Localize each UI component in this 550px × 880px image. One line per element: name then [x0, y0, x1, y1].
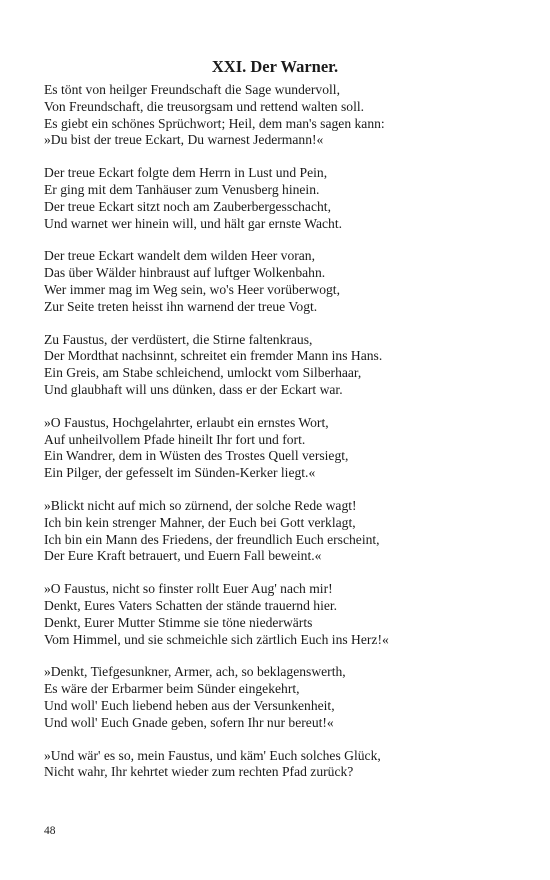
- verse-line: Zur Seite treten heisst ihn warnend der treue Vogt.: [44, 298, 318, 314]
- verse-line: »O Faustus, Hochgelahrter, erlaubt ein ernstes Wort,: [44, 414, 329, 430]
- stanza: [44, 498, 534, 565]
- verse-line: Der treue Eckart folgte dem Herrn in Lust und Pein,: [44, 165, 328, 181]
- stanza: [44, 332, 534, 399]
- verse-line: Vom Himmel, und sie schmeichle sich zärtlich Euch ins Herz!«: [44, 631, 389, 647]
- verse-line: Auf unheilvollem Pfade hineilt Ihr fort und fort.: [44, 431, 306, 447]
- stanza: [44, 415, 534, 482]
- verse-line: Es wäre der Erbarmer beim Sünder eingekehrt,: [44, 681, 300, 697]
- stanza: [44, 748, 534, 782]
- verse-line: »Denkt, Tiefgesunkner, Armer, ach, so beklagenswerth,: [44, 664, 346, 680]
- stanza: [44, 165, 534, 232]
- verse-line: Ein Greis, am Stabe schleichend, umlockt vom Silberhaar,: [44, 365, 362, 381]
- verse-line: »Blickt nicht auf mich so zürnend, der solche Rede wagt!: [44, 497, 357, 513]
- verse-line: Der Mordthat nachsinnt, schreitet ein fremder Mann ins Hans.: [44, 348, 383, 364]
- stanza: [44, 82, 534, 149]
- verse-line: Er ging mit dem Tanhäuser zum Venusberg hinein.: [44, 181, 320, 197]
- poem-title: XXI. Der Warner.: [211, 57, 339, 76]
- verse-line: Und woll' Euch Gnade geben, sofern Ihr nur bereut!«: [44, 714, 334, 730]
- verse-line: Ich bin kein strenger Mahner, der Euch bei Gott verklagt,: [44, 514, 356, 530]
- verse-line: Wer immer mag im Weg sein, wo's Heer vorüberwogt,: [44, 281, 340, 297]
- verse-line: »Du bist der treue Eckart, Du warnest Jedermann!«: [44, 132, 324, 148]
- verse-line: Und warnet wer hinein will, und hält gar ernste Wacht.: [44, 215, 343, 231]
- stanza: [44, 581, 534, 648]
- verse-line: Ich bin ein Mann des Friedens, der freundlich Euch erscheint,: [44, 531, 380, 547]
- verse-line: Der Eure Kraft betrauert, und Euern Fall beweint.«: [44, 548, 322, 564]
- verse-line: Das über Wälder hinbraust auf luftger Wolkenbahn.: [44, 265, 326, 281]
- verse-line: Ein Wandrer, dem in Wüsten des Trostes Quell versiegt,: [44, 448, 349, 464]
- verse-line: Es giebt ein schönes Sprüchwort; Heil, dem man's sagen kann:: [44, 115, 385, 131]
- verse-line: Denkt, Eures Vaters Schatten der stände trauernd hier.: [44, 597, 338, 613]
- verse-line: Zu Faustus, der verdüstert, die Stirne faltenkraus,: [44, 331, 313, 347]
- verse-line: Der treue Eckart sitzt noch am Zauberbergesschacht,: [44, 198, 331, 214]
- stanza: [44, 664, 534, 731]
- page-number: 48: [44, 825, 56, 837]
- verse-line: Nicht wahr, Ihr kehrtet wieder zum rechten Pfad zurück?: [44, 764, 354, 780]
- verse-line: Und woll' Euch liebend heben aus der Versunkenheit,: [44, 697, 335, 713]
- verse-line: Und glaubhaft will uns dünken, dass er der Eckart war.: [44, 381, 343, 397]
- verse-line: »O Faustus, nicht so finster rollt Euer Aug' nach mir!: [44, 581, 333, 597]
- verse-line: Von Freundschaft, die treusorgsam und rettend walten soll.: [44, 98, 365, 114]
- poem-body: [44, 82, 534, 797]
- verse-line: Denkt, Eurer Mutter Stimme sie töne niederwärts: [44, 614, 313, 630]
- stanza: [44, 248, 534, 315]
- verse-line: Ein Pilger, der gefesselt im Sünden-Kerker liegt.«: [44, 465, 316, 481]
- verse-line: Der treue Eckart wandelt dem wilden Heer voran,: [44, 248, 315, 264]
- verse-line: Es tönt von heilger Freundschaft die Sage wundervoll,: [44, 82, 340, 97]
- verse-line: »Und wär' es so, mein Faustus, und käm' Euch solches Glück,: [44, 747, 381, 763]
